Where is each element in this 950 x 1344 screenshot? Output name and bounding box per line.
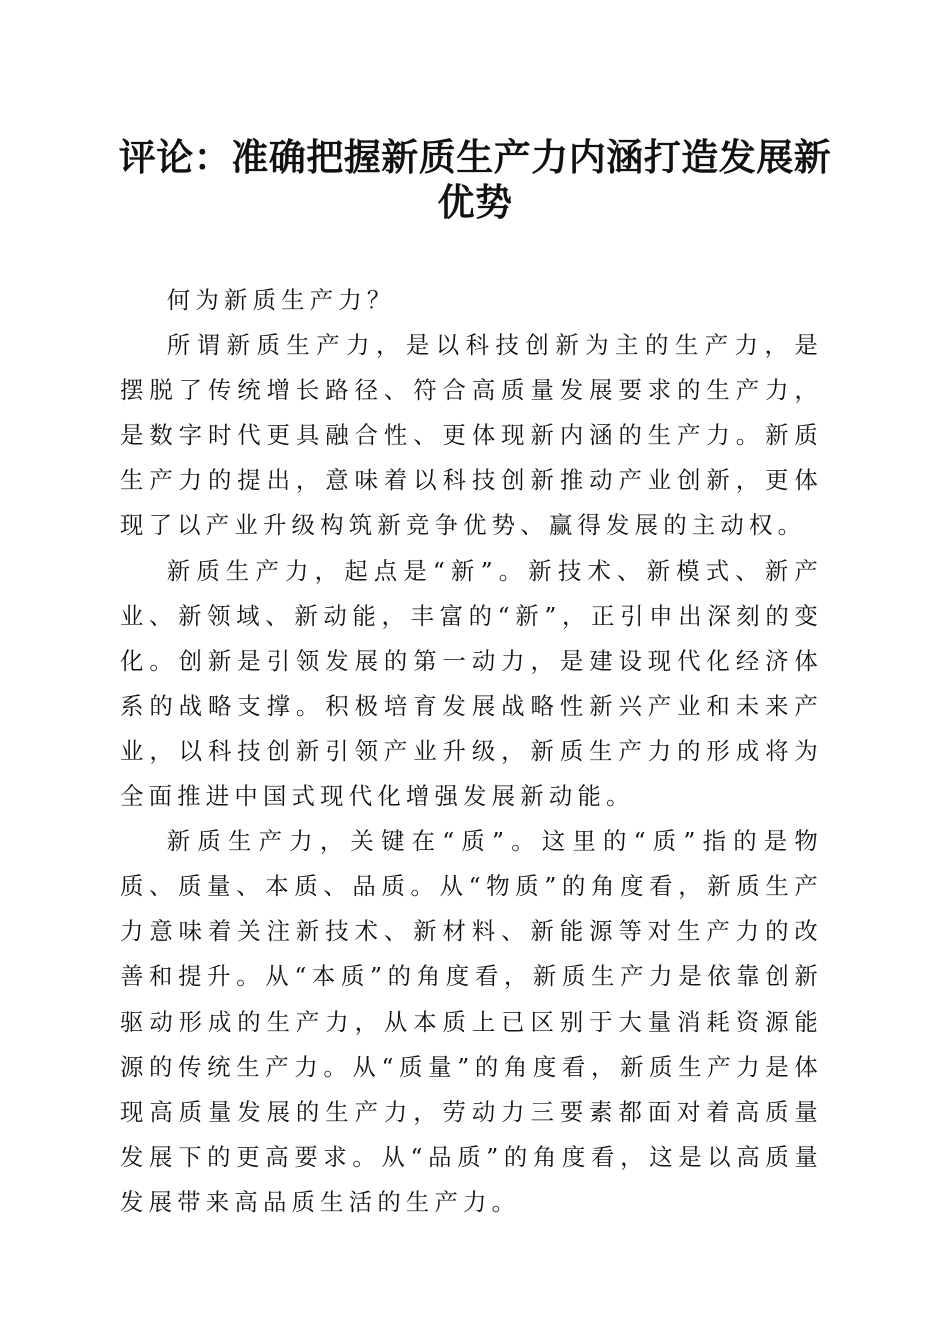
article-title: 评论：准确把握新质生产力内涵打造发展新优势: [118, 135, 832, 224]
paragraph-quality: 新质生产力，关键在“质”。这里的“质”指的是物质、质量、本质、品质。从“物质”的角度看，新质生产力意味着关注新技术、新材料、新能源等对生产力的改善和提升。从“本质”的角度看，新质生产力是依靠创新驱动形成的生产力，从本质上已区别于大量消耗资源能源的传统生产力。从“质量”的角度看，新质生产力是体现高质量发展的生产力，劳动力三要素都面对着高质量发展下的更高要求。从“品质”的角度看，这是以高质量发展带来高品质生活的生产力。: [120, 827, 823, 1216]
paragraph-definition: 所谓新质生产力，是以科技创新为主的生产力，是摆脱了传统增长路径、符合高质量发展要求的生产力，是数字时代更具融合性、更体现新内涵的生产力。新质生产力的提出，意味着以科技创新推动产业创新，更体现了以产业升级构筑新竞争优势、赢得发展的主动权。: [120, 331, 823, 540]
article-body: [120, 278, 823, 1225]
paragraph-new: 新质生产力，起点是“新”。新技术、新模式、新产业、新领域、新动能，丰富的“新”，正引申出深刻的变化。创新是引领发展的第一动力，是建设现代化经济体系的战略支撑。积极培育发展战略性新兴产业和未来产业，以科技创新引领产业升级，新质生产力的形成将为全面推进中国式现代化增强发展新动能。: [120, 556, 823, 811]
paragraph-question: 何为新质生产力？: [166, 286, 396, 314]
